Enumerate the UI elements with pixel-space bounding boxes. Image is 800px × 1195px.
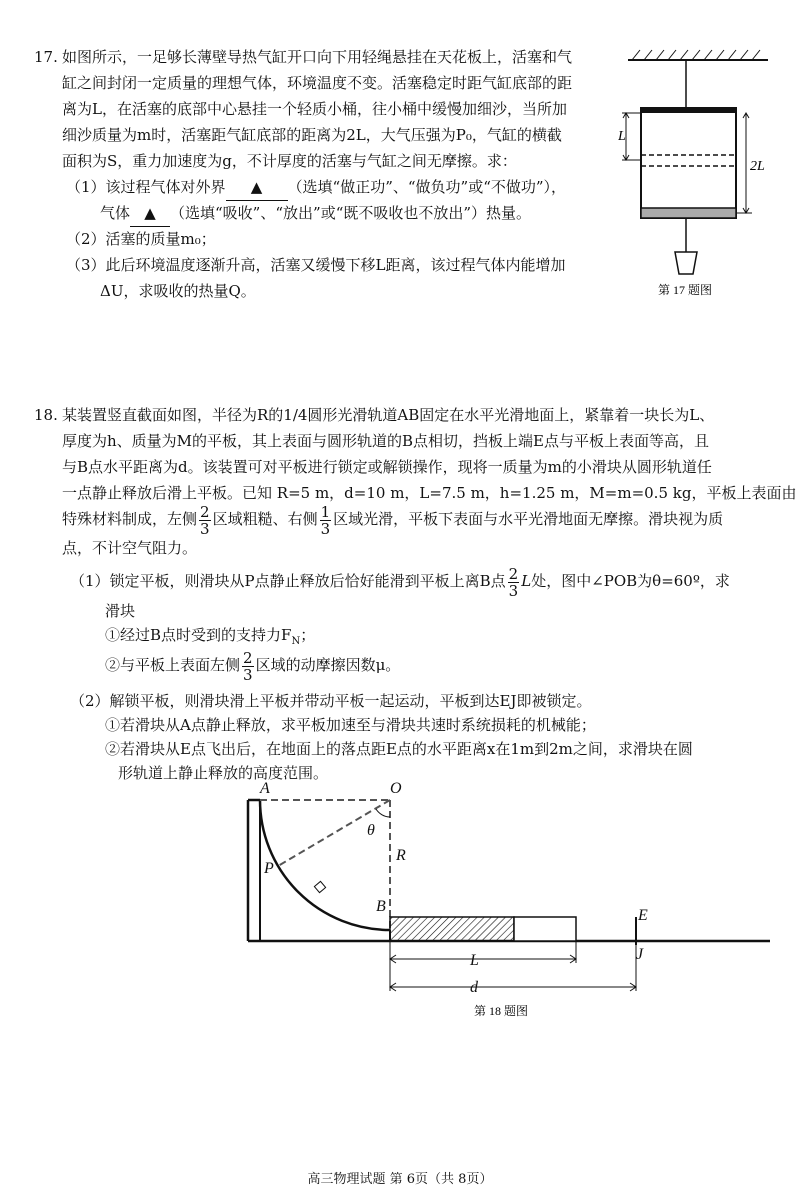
cylinder-bottom	[641, 108, 736, 113]
q17-part1-heat-options: （选填“吸收”、“放出”或“既不吸收也不放出”）热量。	[170, 204, 532, 222]
q18-part2-ii-line2: 形轨道上静止释放的高度范围。	[118, 764, 329, 782]
q18-part2-ii-line1: ②若滑块从E点飞出后，在地面上的落点距E点的水平距离x在1m到2m之间，求滑块在圆	[105, 740, 693, 758]
cylinder	[641, 108, 736, 218]
frac-den: 3	[508, 581, 519, 600]
slider-block	[314, 881, 325, 892]
label-P: P	[264, 860, 274, 877]
fraction-two-thirds	[508, 566, 520, 599]
q18-stem-line3: 与B点水平距离为d。该装置可对平板进行锁定或解锁操作，现将一质量为m的小滑块从圆形轨道任	[62, 458, 712, 476]
piston	[641, 208, 736, 218]
q17-stem-line4: 细沙质量为m时，活塞距气缸底部的距离为2L，大气压强为P₀，气缸的横截	[62, 126, 562, 144]
q18-stem-line6: 点，不计空气阻力。	[62, 539, 198, 557]
answer-blank-work[interactable]: ▲	[226, 174, 288, 201]
q17-stem-line2: 缸之间封闭一定质量的理想气体，环境温度不变。活塞稳定时距气缸底部的距	[62, 74, 573, 92]
q18-part1-ii-a: ②与平板上表面左侧	[105, 656, 241, 674]
dimension-L	[390, 941, 576, 991]
q18-part2: （2）解锁平板，则滑块滑上平板并带动平板一起运动，平板到达EJ即被锁定。	[70, 692, 592, 710]
q18-figure-caption: 第 18 题图	[474, 1004, 529, 1018]
q18-stem-line1: 某装置竖直截面如图，半径为R的1/4圆形光滑轨道AB固定在水平光滑地面上，紧靠着一块长为L、	[62, 406, 715, 424]
label-E: E	[638, 907, 648, 924]
q18-part1-i-end: ；	[300, 626, 316, 644]
q18-part1-ii-b: 区域的动摩擦因数μ。	[255, 656, 401, 674]
label-B: B	[376, 898, 386, 915]
board-rough-region	[390, 917, 514, 941]
label-L: L	[618, 129, 626, 144]
frac-num: 2	[200, 502, 210, 521]
dimension-d	[390, 945, 636, 991]
q18-part1-i-sub: N	[291, 636, 301, 647]
q18-part1-b: 处，图中∠POB为θ=60º，求	[531, 572, 730, 590]
q17-figure	[618, 42, 778, 302]
frac-num: 1	[320, 502, 331, 521]
label-R: R	[396, 847, 406, 864]
q18-stem-line5-c: 区域光滑，平板下表面与水平光滑地面无摩擦。滑块视为质	[333, 510, 724, 528]
page-footer: 高三物理试题 第 6页（共 8页）	[307, 1172, 493, 1187]
q18-part1-ii	[105, 640, 400, 690]
q18-part1-c: 滑块	[105, 602, 136, 620]
q18-part1-a: （1）锁定平板，则滑块从P点静止释放后恰好能滑到平板上离B点	[70, 572, 506, 590]
q17-part1-line1	[66, 174, 566, 201]
q17-part3-line2: ΔU，求吸收的热量Q。	[100, 282, 256, 300]
fraction-one-third	[320, 504, 332, 537]
bucket	[675, 252, 697, 274]
q17-part1-prefix: （1）该过程气体对外界	[66, 178, 226, 196]
answer-blank-heat[interactable]: ▲	[130, 200, 170, 227]
label-O: O	[390, 780, 402, 797]
frac-num: 2	[508, 564, 519, 583]
q17-stem-line3: 离为L，在活塞的底部中心悬挂一个轻质小桶，往小桶中缓慢加细沙，当所加	[62, 100, 567, 118]
angle-arc	[376, 809, 390, 817]
label-J: J	[636, 946, 644, 963]
fraction-two-thirds	[242, 650, 254, 683]
board-smooth-region	[514, 917, 576, 941]
q18-stem-line5-b: 区域粗糙、右侧	[212, 510, 318, 528]
quarter-arc-track	[260, 800, 390, 930]
fraction-two-thirds	[199, 504, 211, 537]
q17-stem-line5: 面积为S，重力加速度为g，不计厚度的活塞与气缸之间无摩擦。求：	[62, 152, 517, 170]
q18-figure	[230, 775, 780, 1035]
q18-part1-L: L	[521, 572, 532, 590]
frac-den: 3	[243, 665, 253, 684]
q18-number: 18.	[34, 406, 58, 424]
frac-den: 3	[320, 519, 331, 538]
q17-part1-line2	[100, 200, 531, 227]
frac-num: 2	[243, 648, 253, 667]
label-2L: 2L	[750, 159, 765, 174]
q18-stem-line4: 一点静止释放后滑上平板。已知 R=5 m，d=10 m，L=7.5 m，h=1.25 m，M=m=0.5 kg，平板上表面由	[62, 484, 797, 502]
q18-part2-i: ①若滑块从A点静止释放，求平板加速至与滑块共速时系统损耗的机械能；	[105, 716, 596, 734]
label-theta: θ	[367, 822, 375, 839]
q18-part1-line1	[70, 556, 730, 606]
q17-figure-caption: 第 17 题图	[658, 283, 713, 297]
q18-part1-i-text: ①经过B点时受到的支持力F	[105, 626, 292, 644]
q17-part1-gas: 气体	[100, 204, 131, 222]
ceiling	[628, 50, 768, 60]
label-L: L	[470, 952, 479, 969]
q18-stem-line2: 厚度为h、质量为M的平板，其上表面与圆形轨道的B点相切，挡板上端E点与平板上表面等高，且	[62, 432, 709, 450]
q18-stem-line5-a: 特殊材料制成，左侧	[62, 510, 198, 528]
frac-den: 3	[200, 519, 210, 538]
q17-stem-line1: 如图所示，一足够长薄壁导热气缸开口向下用轻绳悬挂在天花板上，活塞和气	[62, 48, 573, 66]
q17-part1-options: （选填“做正功”、“做负功”或“不做功”），	[287, 178, 567, 196]
q17-part3-line1: （3）此后环境温度逐渐升高，活塞又缓慢下移L距离，该过程气体内能增加	[66, 256, 566, 274]
label-d: d	[470, 979, 478, 996]
q17-part2: （2）活塞的质量m₀；	[66, 230, 216, 248]
q17-number: 17.	[34, 48, 58, 66]
label-A: A	[260, 780, 270, 797]
